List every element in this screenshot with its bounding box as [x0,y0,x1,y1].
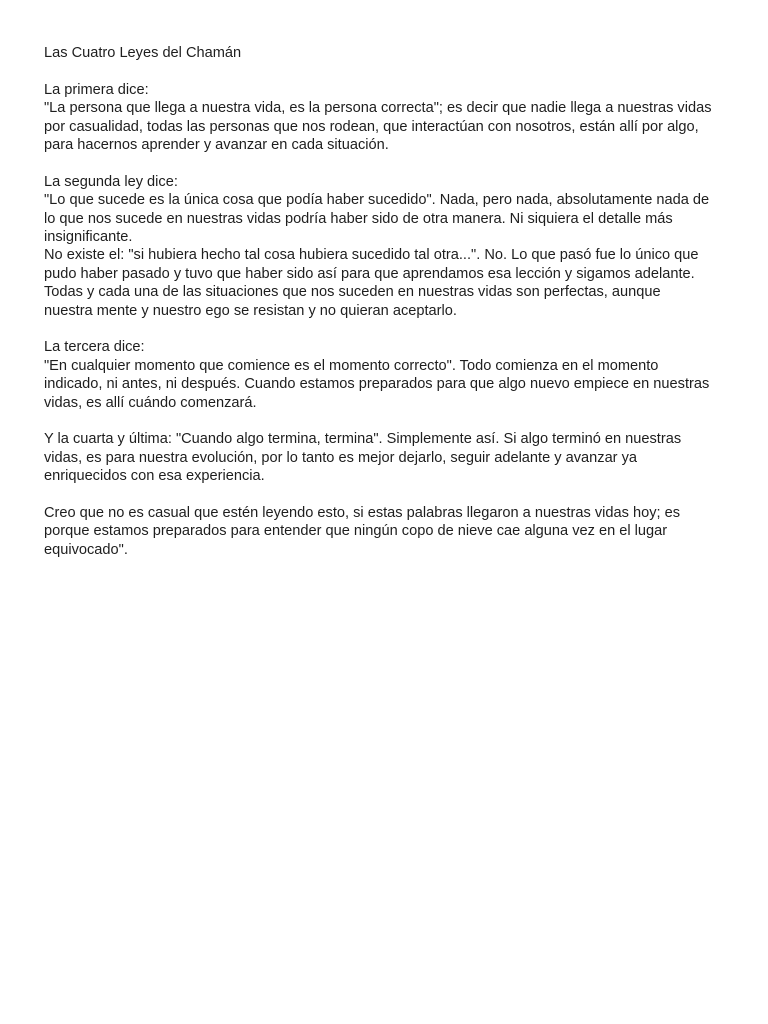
document-body [44,44,730,578]
paragraph-line: insignificante. [44,229,133,246]
paragraph-line: La segunda ley dice: [44,173,178,190]
paragraph-second-law [44,173,730,320]
paragraph-line: Y la cuarta y última: "Cuando algo termina, termina". Simplemente así. Si algo terminó en nuestras [44,431,682,448]
paragraph-line: nuestra mente y nuestro ego se resistan y no quieran aceptarlo. [44,302,457,319]
paragraph-line: enriquecidos con esa experiencia. [44,468,265,485]
paragraph-line: vidas, es allí cuándo comenzará. [44,394,257,411]
paragraph-line: La tercera dice: [44,339,145,356]
paragraph-first-law [44,81,730,155]
paragraph-line: Creo que no es casual que estén leyendo esto, si estas palabras llegaron a nuestras vidas hoy; es [44,505,681,522]
paragraph-line: lo que nos sucede en nuestras vidas podría haber sido de otra manera. Ni siquiera el detalle más [44,210,673,227]
paragraph-third-law [44,338,730,412]
paragraph-line: pudo haber pasado y tuvo que haber sido así para que aprendamos esa lección y sigamos adelante. [44,265,695,282]
paragraph-line: "Lo que sucede es la única cosa que podía haber sucedido". Nada, pero nada, absolutamente nada de [44,192,710,209]
paragraph-line: "La persona que llega a nuestra vida, es la persona correcta"; es decir que nadie llega a nuestras vidas [44,100,712,117]
paragraph-line: equivocado". [44,541,128,558]
paragraph-line: Todas y cada una de las situaciones que nos suceden en nuestras vidas son perfectas, aunque [44,284,661,301]
paragraph-line: por casualidad, todas las personas que nos rodean, que interactúan con nosotros, están allí por algo, [44,118,699,135]
paragraph-line: para hacernos aprender y avanzar en cada situación. [44,137,389,154]
document-title: Las Cuatro Leyes del Chamán [44,45,242,61]
paragraph-line: "En cualquier momento que comience es el momento correcto". Todo comienza en el momento [44,357,659,374]
paragraph-line: porque estamos preparados para entender que ningún copo de nieve cae alguna vez en el lugar [44,523,668,540]
paragraph-line: indicado, ni antes, ni después. Cuando estamos preparados para que algo nuevo empiece en nuestras [44,376,710,393]
paragraph-line: vidas, es para nuestra evolución, por lo tanto es mejor dejarlo, seguir adelante y avanzar ya [44,449,638,466]
paragraph-fourth-law [44,430,730,485]
paragraph-line: No existe el: "si hubiera hecho tal cosa hubiera sucedido tal otra...". No. Lo que pasó fue lo único que [44,247,699,264]
paragraph-line: La primera dice: [44,81,149,98]
paragraph-closing [44,504,730,559]
